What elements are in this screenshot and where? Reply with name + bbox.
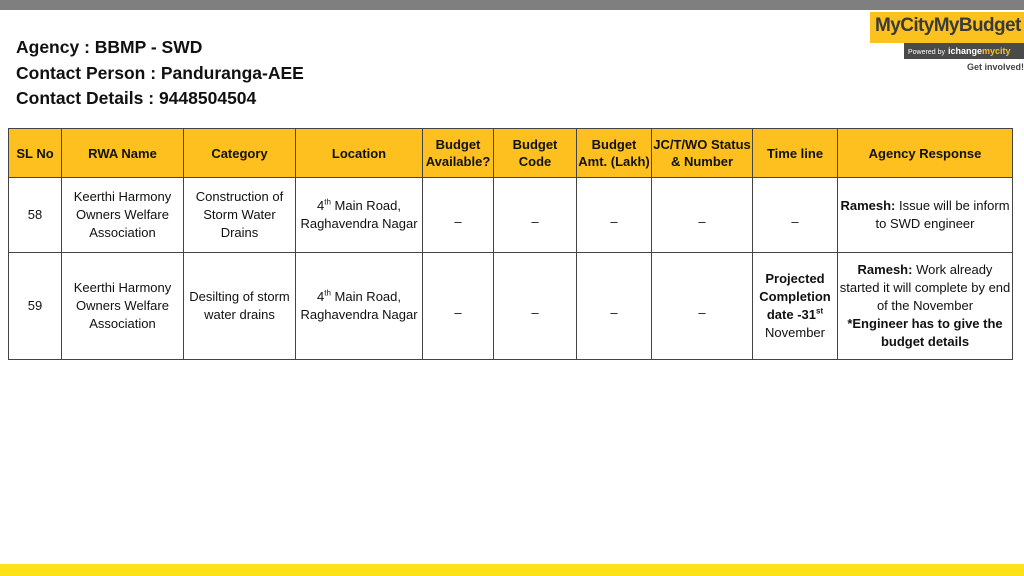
cell-agency-response [838, 253, 1013, 360]
response-text: Issue will be inform to SWD engineer [875, 198, 1010, 231]
dash-value: – [610, 214, 618, 229]
cell-jc-status [652, 178, 753, 253]
location-text: Main Road, Raghavendra Nagar [300, 289, 418, 322]
timeline-ordinal: st [816, 306, 824, 316]
dash-value: – [454, 214, 462, 229]
dash-value: – [791, 214, 799, 229]
location-number: 4 [317, 198, 325, 213]
dash-value: – [531, 214, 539, 229]
contact-person-line: Contact Person : Panduranga-AEE [16, 62, 304, 83]
table-row [9, 253, 1013, 360]
location-text: Main Road, Raghavendra Nagar [300, 198, 418, 231]
cell-location [296, 253, 423, 360]
timeline-month: November [765, 325, 825, 340]
ichange-text: ichange [947, 46, 982, 56]
cell-location [296, 178, 423, 253]
logo-banner [870, 12, 1024, 43]
contact-details-line: Contact Details : 9448504504 [16, 88, 257, 108]
logo-tagline: Get involved! [966, 62, 1024, 72]
header-rwa-name: RWA Name [62, 129, 184, 178]
header-budget-code: Budget Code [494, 129, 577, 178]
cell-budget-available [423, 178, 494, 253]
agency-line: Agency : BBMP - SWD [16, 37, 203, 57]
location-number: 4 [317, 289, 325, 304]
location-ordinal: th [324, 197, 331, 207]
header-budget-available: Budget Available? [423, 129, 494, 178]
cell-budget-code [494, 178, 577, 253]
dash-value: – [610, 305, 618, 320]
header-sl-no: SL No [9, 129, 62, 178]
cell-rwa-name: Keerthi Harmony Owners Welfare Association [62, 178, 184, 253]
cell-sl-no: 58 [9, 178, 62, 253]
cell-rwa-name: Keerthi Harmony Owners Welfare Association [62, 253, 184, 360]
cell-category: Construction of Storm Water Drains [184, 178, 296, 253]
dash-value: – [531, 305, 539, 320]
cell-budget-amt [577, 253, 652, 360]
cell-timeline [753, 178, 838, 253]
dash-value: – [454, 305, 462, 320]
location-ordinal: th [324, 288, 331, 298]
rwa-issues-table [8, 128, 1013, 360]
response-note: *Engineer has to give the budget details [847, 316, 1003, 349]
cell-jc-status [652, 253, 753, 360]
powered-by-label: Powered by [908, 49, 945, 56]
header-category: Category [184, 129, 296, 178]
logo-title: MyCityMyBudget [875, 15, 1021, 36]
header-budget-amt: Budget Amt. (Lakh) [577, 129, 652, 178]
cell-budget-code [494, 253, 577, 360]
cell-sl-no: 59 [9, 253, 62, 360]
slide-header [16, 35, 304, 112]
header-location: Location [296, 129, 423, 178]
top-bar [0, 0, 1024, 10]
bottom-bar [0, 564, 1024, 576]
header-timeline: Time line [753, 129, 838, 178]
cell-category: Desilting of storm water drains [184, 253, 296, 360]
timeline-projected: Projected Completion date -31 [759, 271, 831, 322]
dash-value: – [698, 214, 706, 229]
mycitymybudget-logo [870, 12, 1024, 74]
responder-name: Ramesh: [840, 198, 896, 213]
mycity-text: mycity [981, 46, 1011, 56]
cell-timeline [753, 253, 838, 360]
response-text: Work already started it will complete by end of the November [839, 262, 1011, 313]
header-agency-response: Agency Response [838, 129, 1013, 178]
dash-value: – [698, 305, 706, 320]
responder-name: Ramesh: [857, 262, 913, 277]
header-jc-status: JC/T/WO Status & Number [652, 129, 753, 178]
cell-budget-amt [577, 178, 652, 253]
table-row [9, 178, 1013, 253]
cell-agency-response [838, 178, 1013, 253]
table-header-row [9, 129, 1013, 178]
logo-powered-by [904, 43, 1024, 59]
cell-budget-available [423, 253, 494, 360]
